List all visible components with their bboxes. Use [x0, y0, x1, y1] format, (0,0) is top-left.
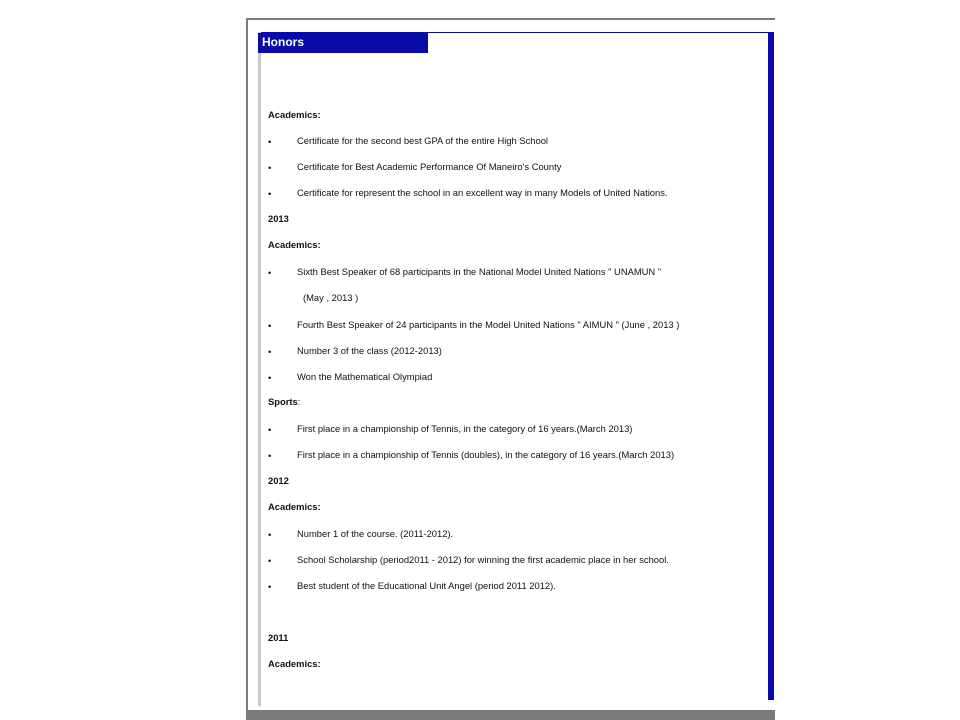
academics-heading: Academics: — [268, 239, 321, 250]
bottom-frame-strip — [246, 710, 775, 720]
bullet: • — [268, 267, 272, 278]
bullet: • — [268, 529, 272, 540]
year-heading-2012: 2012 — [268, 475, 289, 486]
bullet: • — [268, 581, 272, 592]
right-accent-bar — [768, 33, 774, 700]
list-item: School Scholarship (period2011 - 2012) for winning the first academic place in her school. — [297, 554, 669, 565]
sports-heading-colon: : — [297, 396, 301, 407]
list-item: Certificate for represent the school in an excellent way in many Models of United Nations. — [297, 187, 668, 198]
bullet: • — [268, 188, 272, 199]
academics-heading: Academics: — [268, 109, 321, 120]
list-item: Sixth Best Speaker of 68 participants in the National Model United Nations " UNAMUN " — [297, 266, 662, 277]
list-item: Number 1 of the course. (2011-2012). — [297, 528, 454, 539]
document-page — [248, 20, 775, 712]
list-item: Number 3 of the class (2012-2013) — [297, 345, 442, 356]
sports-heading-label: Sports — [268, 396, 298, 407]
sports-heading — [268, 396, 300, 408]
bullet: • — [268, 162, 272, 173]
bullet: • — [268, 372, 272, 383]
bullet: • — [268, 346, 272, 357]
academics-heading: Academics: — [268, 501, 321, 512]
list-item: Certificate for the second best GPA of the entire High School — [297, 135, 549, 146]
list-item: First place in a championship of Tennis, in the category of 16 years.(March 2013) — [297, 423, 633, 434]
section-header — [258, 33, 428, 53]
year-heading-2013: 2013 — [268, 213, 289, 224]
year-heading-2011: 2011 — [268, 632, 289, 643]
bullet: • — [268, 450, 272, 461]
section-title: Honors — [262, 35, 304, 49]
list-item: Fourth Best Speaker of 24 participants in the Model United Nations " AIMUN " (June , 2013 ) — [297, 319, 680, 330]
bullet: • — [268, 555, 272, 566]
bullet: • — [268, 136, 272, 147]
list-item: Certificate for Best Academic Performance Of Maneiro's County — [297, 161, 562, 172]
list-item-continuation: (May , 2013 ) — [303, 292, 359, 303]
bullet: • — [268, 424, 272, 435]
document-frame — [246, 18, 775, 720]
list-item: Best student of the Educational Unit Angel (period 2011 2012). — [297, 580, 556, 591]
bullet: • — [268, 320, 272, 331]
left-margin-rule — [258, 32, 261, 706]
list-item: First place in a championship of Tennis (doubles), in the category of 16 years.(March 2013) — [297, 449, 675, 460]
list-item: Won the Mathematical Olympiad — [297, 371, 433, 382]
academics-heading: Academics: — [268, 658, 321, 669]
